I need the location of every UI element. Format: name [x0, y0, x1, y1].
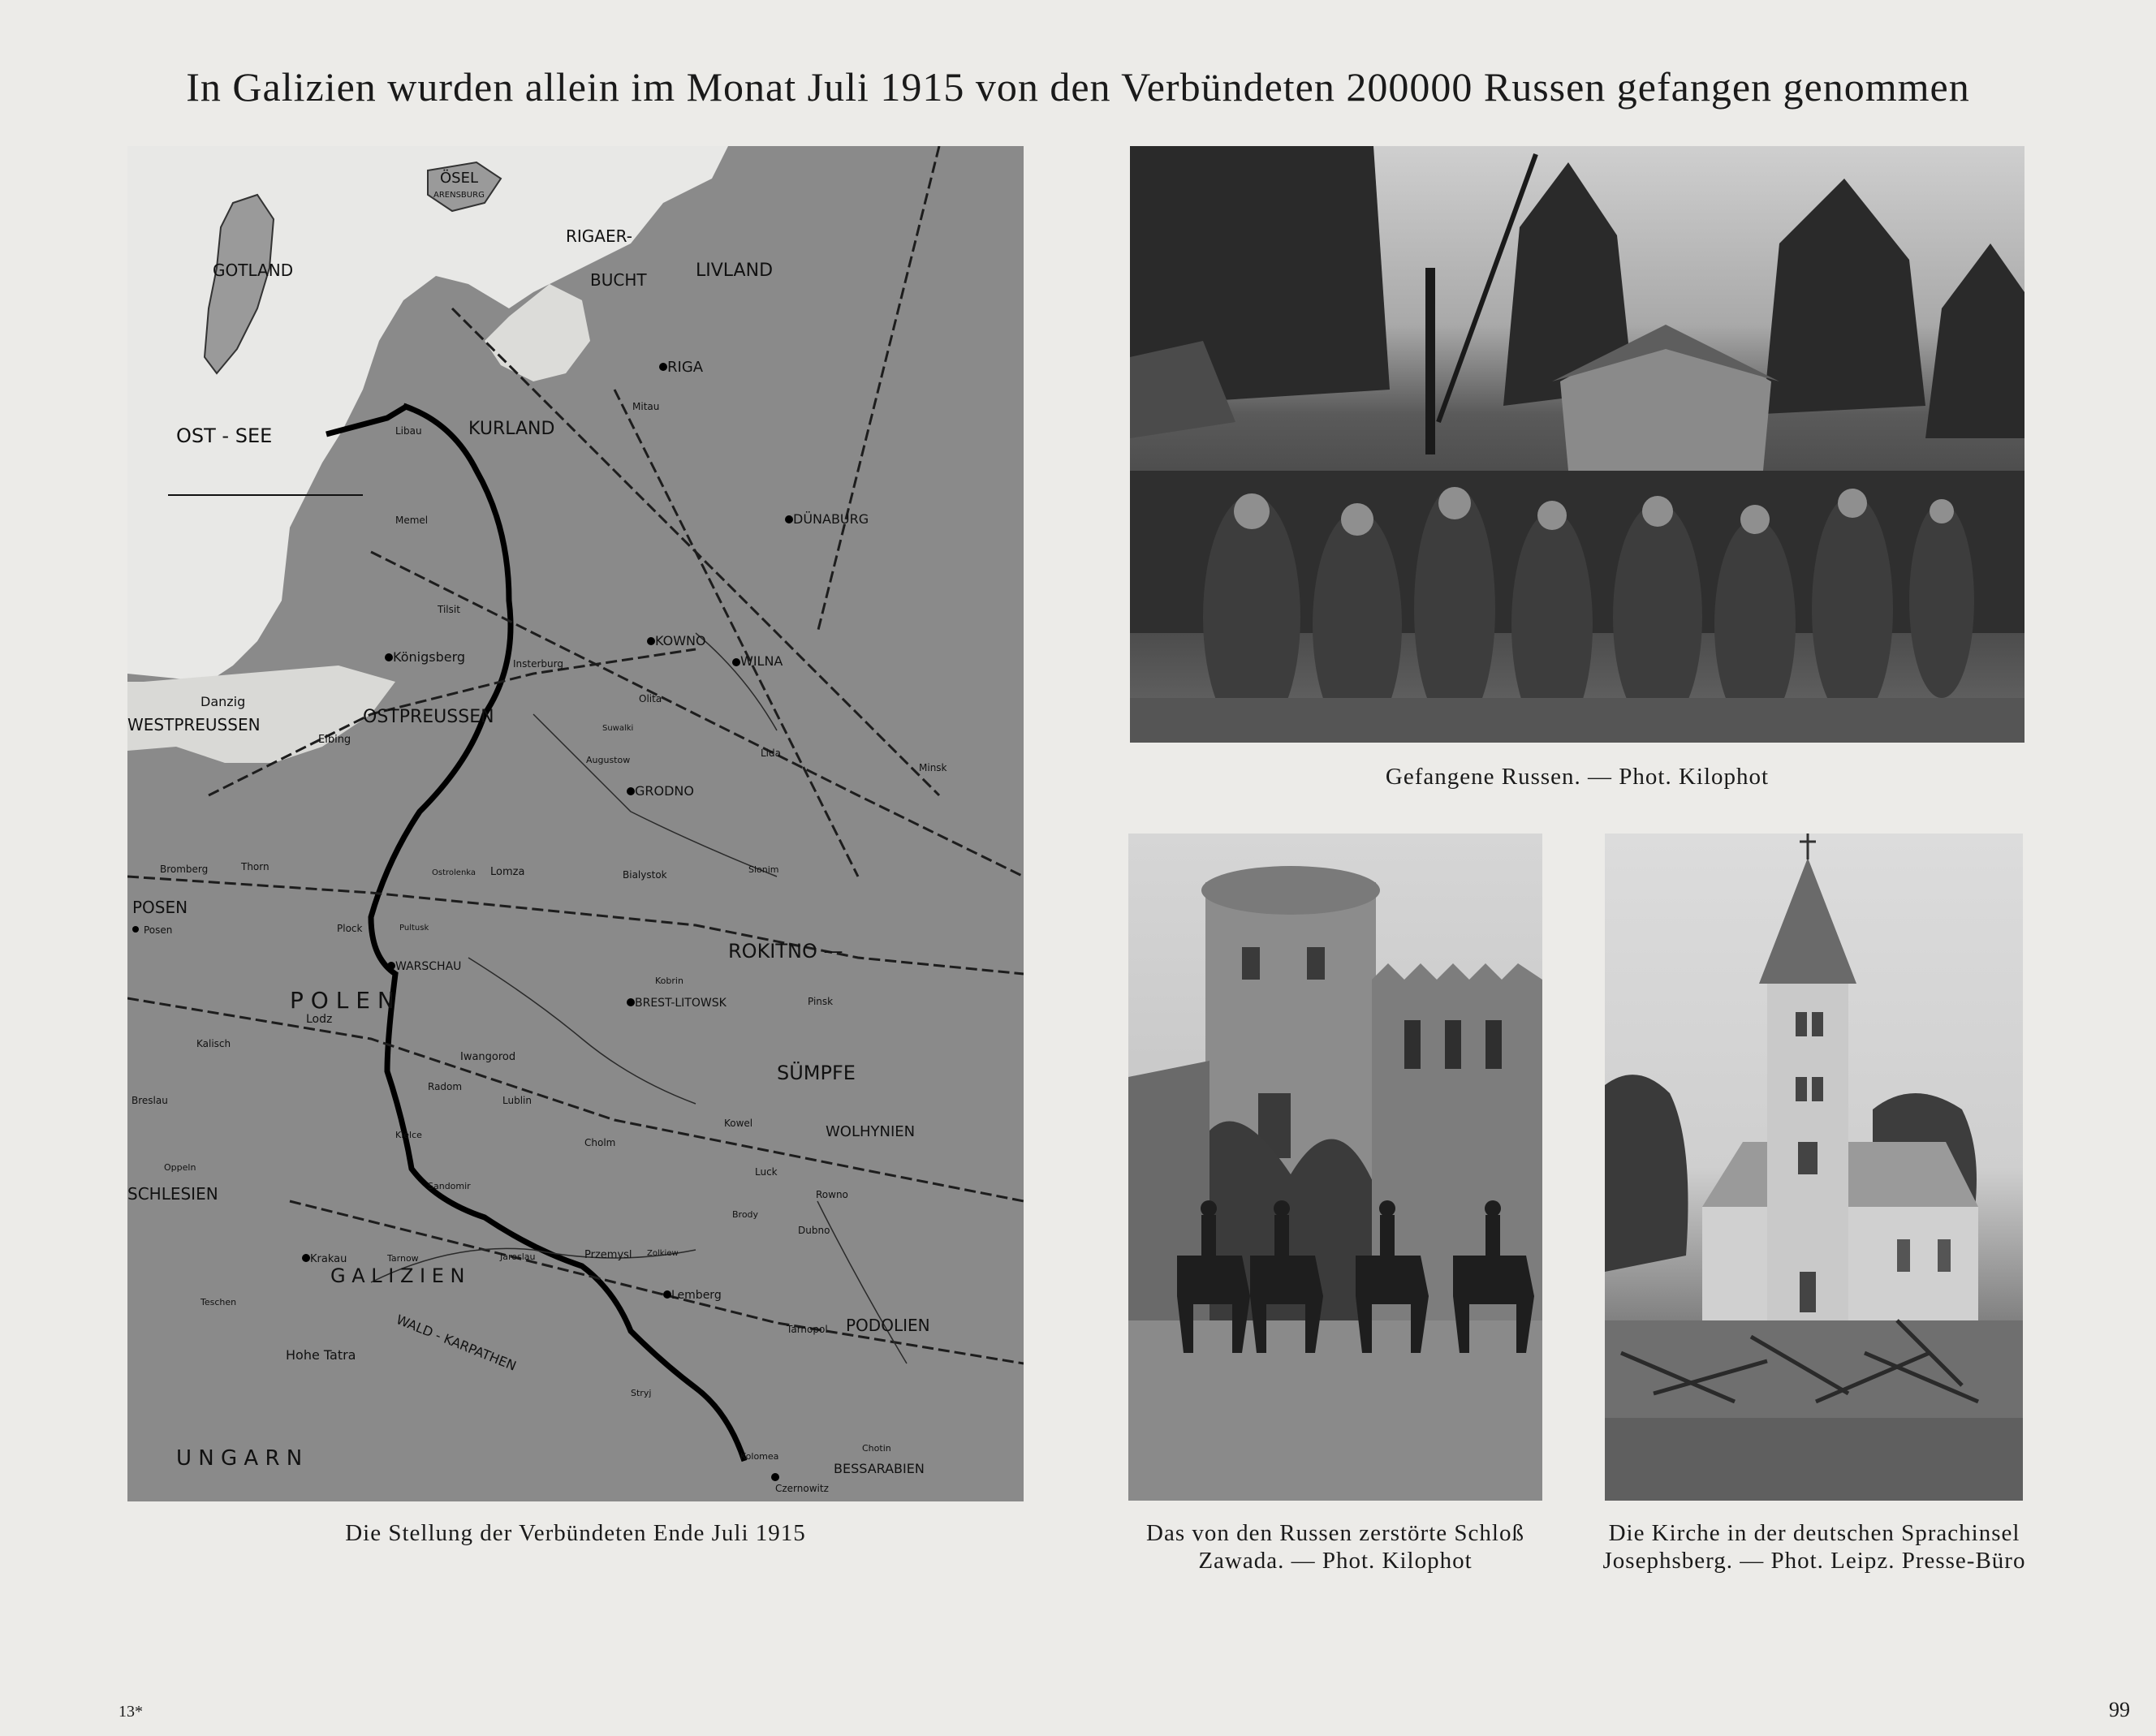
label-jaroslau: Jaroslau [500, 1251, 536, 1262]
label-rokitno: ROKITNO — [728, 940, 843, 963]
label-sumpfe: SÜMPFE [777, 1062, 856, 1084]
label-memel: Memel [395, 515, 429, 526]
photo-church [1605, 834, 2023, 1501]
label-bessarabien: BESSARABIEN [834, 1461, 925, 1476]
label-tatra: Hohe Tatra [286, 1347, 356, 1363]
label-dunaburg: DÜNABURG [793, 511, 869, 527]
label-tarnopol: Tarnopol [787, 1324, 828, 1335]
label-augustow: Augustow [586, 755, 631, 765]
photo-castle-caption-line2: Zawada. — Phot. Kilophot [1198, 1548, 1473, 1574]
label-osel: ÖSEL [440, 170, 478, 187]
photo-church-caption-line2: Josephsberg. — Phot. Leipz. Presse-Büro [1602, 1548, 2026, 1574]
label-lida: Lida [761, 747, 781, 759]
label-minsk: Minsk [919, 762, 947, 773]
label-elbing: Elbing [318, 734, 351, 746]
label-iwangorod: Iwangorod [460, 1051, 516, 1063]
label-ostrolenka: Ostrolenka [432, 868, 476, 877]
label-stryj: Stryj [631, 1388, 652, 1398]
label-libau: Libau [395, 425, 422, 437]
photo-prisoners-art [1130, 146, 2024, 743]
label-kolomea: Kolomea [740, 1451, 779, 1462]
label-bialystok: Bialystok [623, 869, 667, 881]
photo-castle [1128, 834, 1542, 1501]
label-posen-city: Posen [144, 924, 173, 936]
photo-prisoners [1130, 146, 2024, 743]
label-pinsk: Pinsk [808, 996, 834, 1007]
label-polen: P O L E N [290, 987, 395, 1014]
label-tilsit: Tilsit [438, 604, 460, 615]
label-kielce: Kielce [395, 1130, 422, 1140]
photo-church-art [1605, 834, 2023, 1501]
photo-church-caption-line1: Die Kirche in der deutschen Sprachinsel [1608, 1520, 2020, 1546]
label-kowel: Kowel [724, 1118, 753, 1129]
label-warschau: WARSCHAU [395, 960, 462, 973]
label-pultusk: Pultusk [399, 924, 429, 933]
label-teschen: Teschen [201, 1297, 237, 1307]
label-riga: RIGA [667, 359, 704, 376]
label-luck: Luck [755, 1166, 778, 1178]
label-westpreussen: WESTPREUSSEN [127, 715, 261, 734]
label-brest: BREST-LITOWSK [635, 997, 727, 1010]
label-podolien: PODOLIEN [846, 1316, 930, 1335]
label-kurland: KURLAND [468, 419, 555, 439]
label-czernowitz: Czernowitz [775, 1483, 829, 1494]
label-thorn: Thorn [241, 861, 270, 872]
label-livland: LIVLAND [696, 261, 774, 281]
label-insterburg: Insterburg [513, 658, 563, 670]
label-mitau: Mitau [632, 401, 660, 412]
photo-castle-art [1128, 834, 1542, 1501]
label-ostsee: OST - SEE [176, 424, 273, 447]
label-plock: Plock [337, 923, 363, 934]
label-lodz: Lodz [306, 1013, 333, 1026]
map-caption: Die Stellung der Verbündeten Ende Juli 1915 [345, 1520, 806, 1546]
label-zolkiew: Zolkiew [647, 1249, 679, 1258]
label-ostpreussen: OSTPREUSSEN [363, 707, 494, 727]
page-number: 99 [2109, 1698, 2130, 1721]
label-galizien: G A L I Z I E N [330, 1264, 465, 1287]
label-cholm: Cholm [584, 1137, 616, 1148]
label-lublin: Lublin [502, 1095, 532, 1106]
label-dubno: Dubno [798, 1225, 830, 1236]
label-rigaer: RIGAER- [566, 226, 632, 246]
photo-prisoners-caption: Gefangene Russen. — Phot. Kilophot [1385, 764, 1770, 790]
label-arensburg: ARENSBURG [433, 191, 485, 200]
label-gotland: GOTLAND [213, 261, 294, 280]
label-chotin: Chotin [862, 1443, 891, 1454]
label-posen-region: POSEN [132, 898, 188, 917]
photo-castle-caption-line1: Das von den Russen zerstörte Schloß [1146, 1520, 1524, 1546]
label-brody: Brody [732, 1209, 759, 1220]
label-ungarn: U N G A R N [176, 1446, 303, 1471]
label-przemysl: Przemysl [584, 1249, 632, 1261]
label-tarnow: Tarnow [387, 1253, 419, 1264]
label-olita: Olita [639, 693, 662, 704]
label-suwalki: Suwalki [602, 724, 634, 733]
map-svg [127, 146, 1024, 1501]
label-kalisch: Kalisch [196, 1038, 231, 1049]
label-wilna: WILNA [740, 653, 783, 669]
label-wolhynien: WOLHYNIEN [826, 1123, 916, 1140]
photo-castle-caption [1104, 1519, 1567, 1574]
label-kobrin: Kobrin [655, 976, 683, 986]
signature-mark: 13* [119, 1703, 143, 1721]
label-rowno: Rowno [816, 1189, 848, 1200]
map-figure [127, 146, 1024, 1501]
label-schlesien: SCHLESIEN [127, 1184, 218, 1204]
label-radom: Radom [428, 1081, 463, 1092]
label-grodno: GRODNO [635, 783, 694, 799]
label-danzig: Danzig [201, 694, 246, 709]
label-bromberg: Bromberg [160, 864, 209, 875]
label-sandomir: Sandomir [428, 1181, 471, 1191]
page-headline: In Galizien wurden allein im Monat Juli 1915 von den Verbündeten 200000 Russen gefangen genommen [186, 64, 1970, 110]
label-breslau: Breslau [132, 1095, 168, 1106]
label-slonim: Slonim [748, 864, 779, 875]
photo-church-caption [1583, 1519, 2046, 1574]
label-oppeln: Oppeln [164, 1162, 196, 1173]
label-lomza: Lomza [490, 866, 525, 878]
label-karpathen: WALD - KARPATHEN [394, 1312, 519, 1374]
label-konigsberg: Königsberg [393, 649, 466, 665]
label-bucht: BUCHT [590, 270, 647, 290]
label-lemberg: Lemberg [671, 1289, 722, 1302]
label-krakau: Krakau [310, 1253, 347, 1265]
label-kowno: KOWNO [655, 633, 706, 648]
